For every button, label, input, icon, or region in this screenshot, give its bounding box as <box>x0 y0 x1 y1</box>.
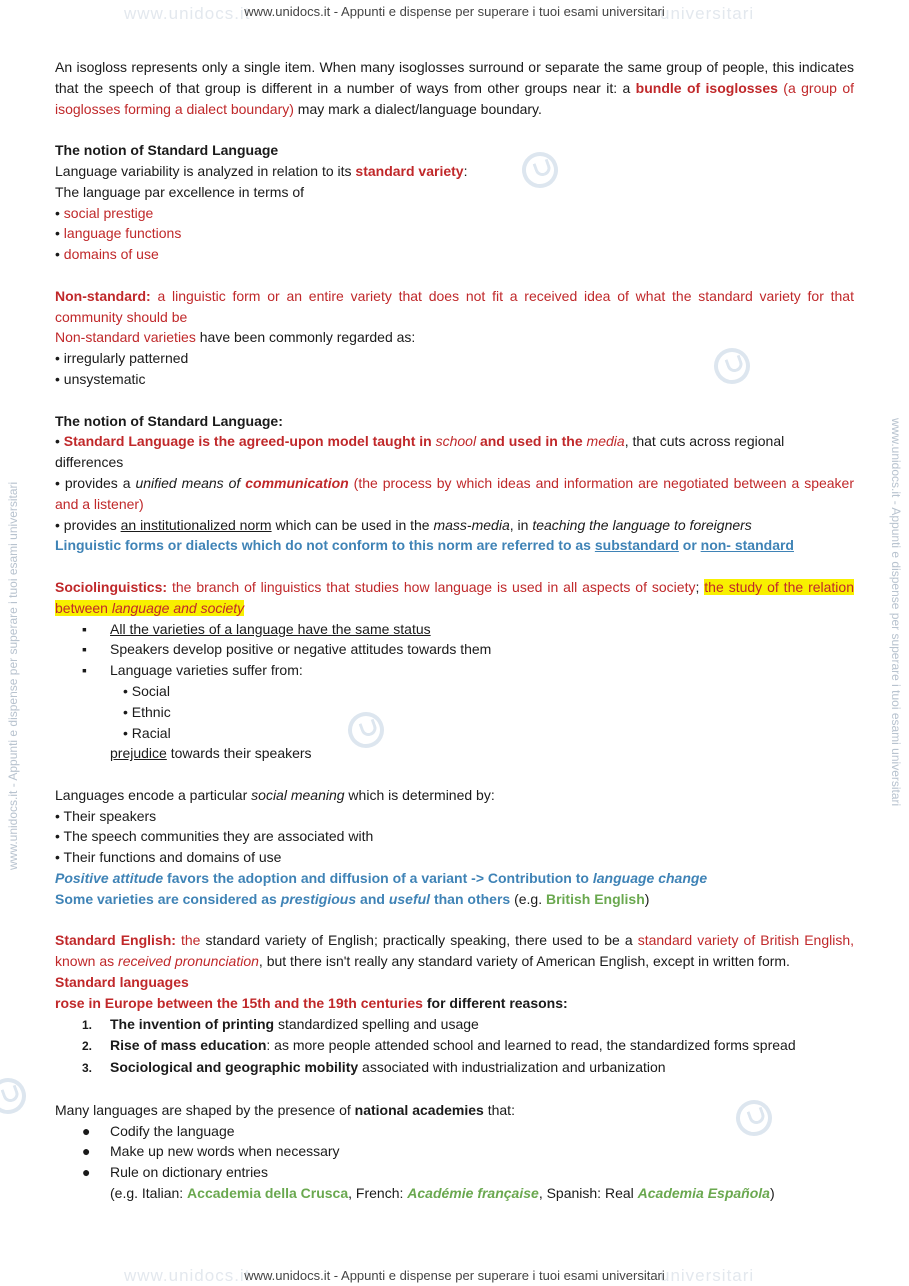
standard-languages-title: Standard languages <box>55 974 189 991</box>
page-header: www.unidocs.it - Appunti e dispense per superare i tuoi esami universitari <box>244 4 665 19</box>
list-item: ● Codify the language <box>82 1122 235 1139</box>
watermark-ghost-right-footer: universitari <box>660 1266 755 1285</box>
list-item: • unsystematic <box>55 370 146 387</box>
side-watermark-left: www.unidocs.it - Appunti e dispense per superare i tuoi esami universitari <box>6 481 20 870</box>
list-item: • domains of use <box>55 246 159 263</box>
variability-line: Language variability is analyzed in relation to its standard variety: <box>55 162 468 179</box>
list-item: ▪ Speakers develop positive or negative attitudes towards them <box>55 639 854 660</box>
list-item: ▪ All the varieties of a language have the same status <box>55 619 854 640</box>
section-title-standard-language: The notion of Standard Language <box>55 142 279 159</box>
list-item: • social prestige <box>55 204 154 221</box>
list-item: • Racial <box>123 724 171 741</box>
section-title-standard-language-2: The notion of Standard Language: <box>55 412 283 429</box>
side-watermark-right: www.unidocs.it - Appunti e dispense per superare i tuoi esami universitari <box>889 418 903 807</box>
list-item: • Standard Language is the agreed-upon model taught in school and used in the media, that cuts across regional differences <box>55 433 785 471</box>
non-standard-line: Non-standard varieties have been commonly regarded as: <box>55 329 416 346</box>
list-item: 2. Rise of mass education: as more people attended school and learned to read, the standardized forms spread <box>82 1037 796 1054</box>
page-footer: www.unidocs.it - Appunti e dispense per superare i tuoi esami universitari <box>244 1268 665 1283</box>
list-item: • provides an institutionalized norm which can be used in the mass-media, in teaching the language to foreigners <box>55 516 752 533</box>
list-item: ● Rule on dictionary entries <box>82 1164 268 1181</box>
list-item: • The speech communities they are associated with <box>55 828 374 845</box>
watermark-ghost-right: universitari <box>660 4 755 23</box>
list-item: 1. The invention of printing standardized spelling and usage <box>82 1015 479 1032</box>
list-item: ● Make up new words when necessary <box>82 1143 340 1160</box>
list-item: • Their speakers <box>55 807 157 824</box>
list-item: • language functions <box>55 225 182 242</box>
norm-note: Linguistic forms or dialects which do not conform to this norm are referred to as substandard or non- standard <box>55 537 794 554</box>
list-item: 3. Sociological and geographic mobility associated with industrialization and urbanization <box>82 1059 666 1076</box>
par-excellence-line: The language par excellence in terms of <box>55 183 305 200</box>
list-item: • Social <box>123 682 170 699</box>
academies-line: Many languages are shaped by the presence of national academies that: <box>55 1101 515 1118</box>
sociolinguistics-definition: Sociolinguistics: the branch of linguistics that studies how language is used in all aspects of society; the study of the relation between language and society <box>55 578 854 616</box>
watermark-ghost-left: www.unidocs.it <box>124 4 251 23</box>
list-item: • provides a unified means of communication (the process by which ideas and information are negotiated between a speaker and a listener) <box>55 474 855 512</box>
list-item: • irregularly patterned <box>55 350 189 367</box>
prestige-note: Some varieties are considered as prestigious and useful than others (e.g. British English) <box>55 890 650 907</box>
list-item: ▪ Language varieties suffer from: <box>55 660 854 681</box>
watermark-ghost-left-footer: www.unidocs.it <box>124 1266 251 1285</box>
unidocs-logo-icon <box>0 1073 31 1119</box>
prejudice-line: prejudice towards their speakers <box>110 745 312 762</box>
list-item: • Their functions and domains of use <box>55 849 282 866</box>
non-standard-definition: Non-standard: a linguistic form or an entire variety that does not fit a received idea of what the standard variety for that community should be <box>55 287 854 325</box>
list-item: • Ethnic <box>123 703 171 720</box>
positive-attitude-note: Positive attitude favors the adoption and diffusion of a variant -> Contribution to language change <box>55 870 708 887</box>
isogloss-paragraph: An isogloss represents only a single item. When many isoglosses surround or separate the same group of people, this indicates that the speech of that group is different in a number of ways from other groups near it: a bundle of isoglosses (a group of isoglosses forming a dialect boundary) may mark a dialect/language boundary. <box>55 59 854 117</box>
academies-examples: (e.g. Italian: Accademia della Crusca, French: Académie française, Spanish: Real Academia Española) <box>110 1185 775 1202</box>
document-body <box>55 57 854 1204</box>
social-meaning-line: Languages encode a particular social meaning which is determined by: <box>55 786 495 803</box>
rose-line: rose in Europe between the 15th and the 19th centuries for different reasons: <box>55 994 568 1011</box>
standard-english-definition: Standard English: the standard variety of English; practically speaking, there used to be a standard variety of British English, known as received pronunciation, but there isn't really any standard variety of American English, except in written form. <box>55 932 855 970</box>
